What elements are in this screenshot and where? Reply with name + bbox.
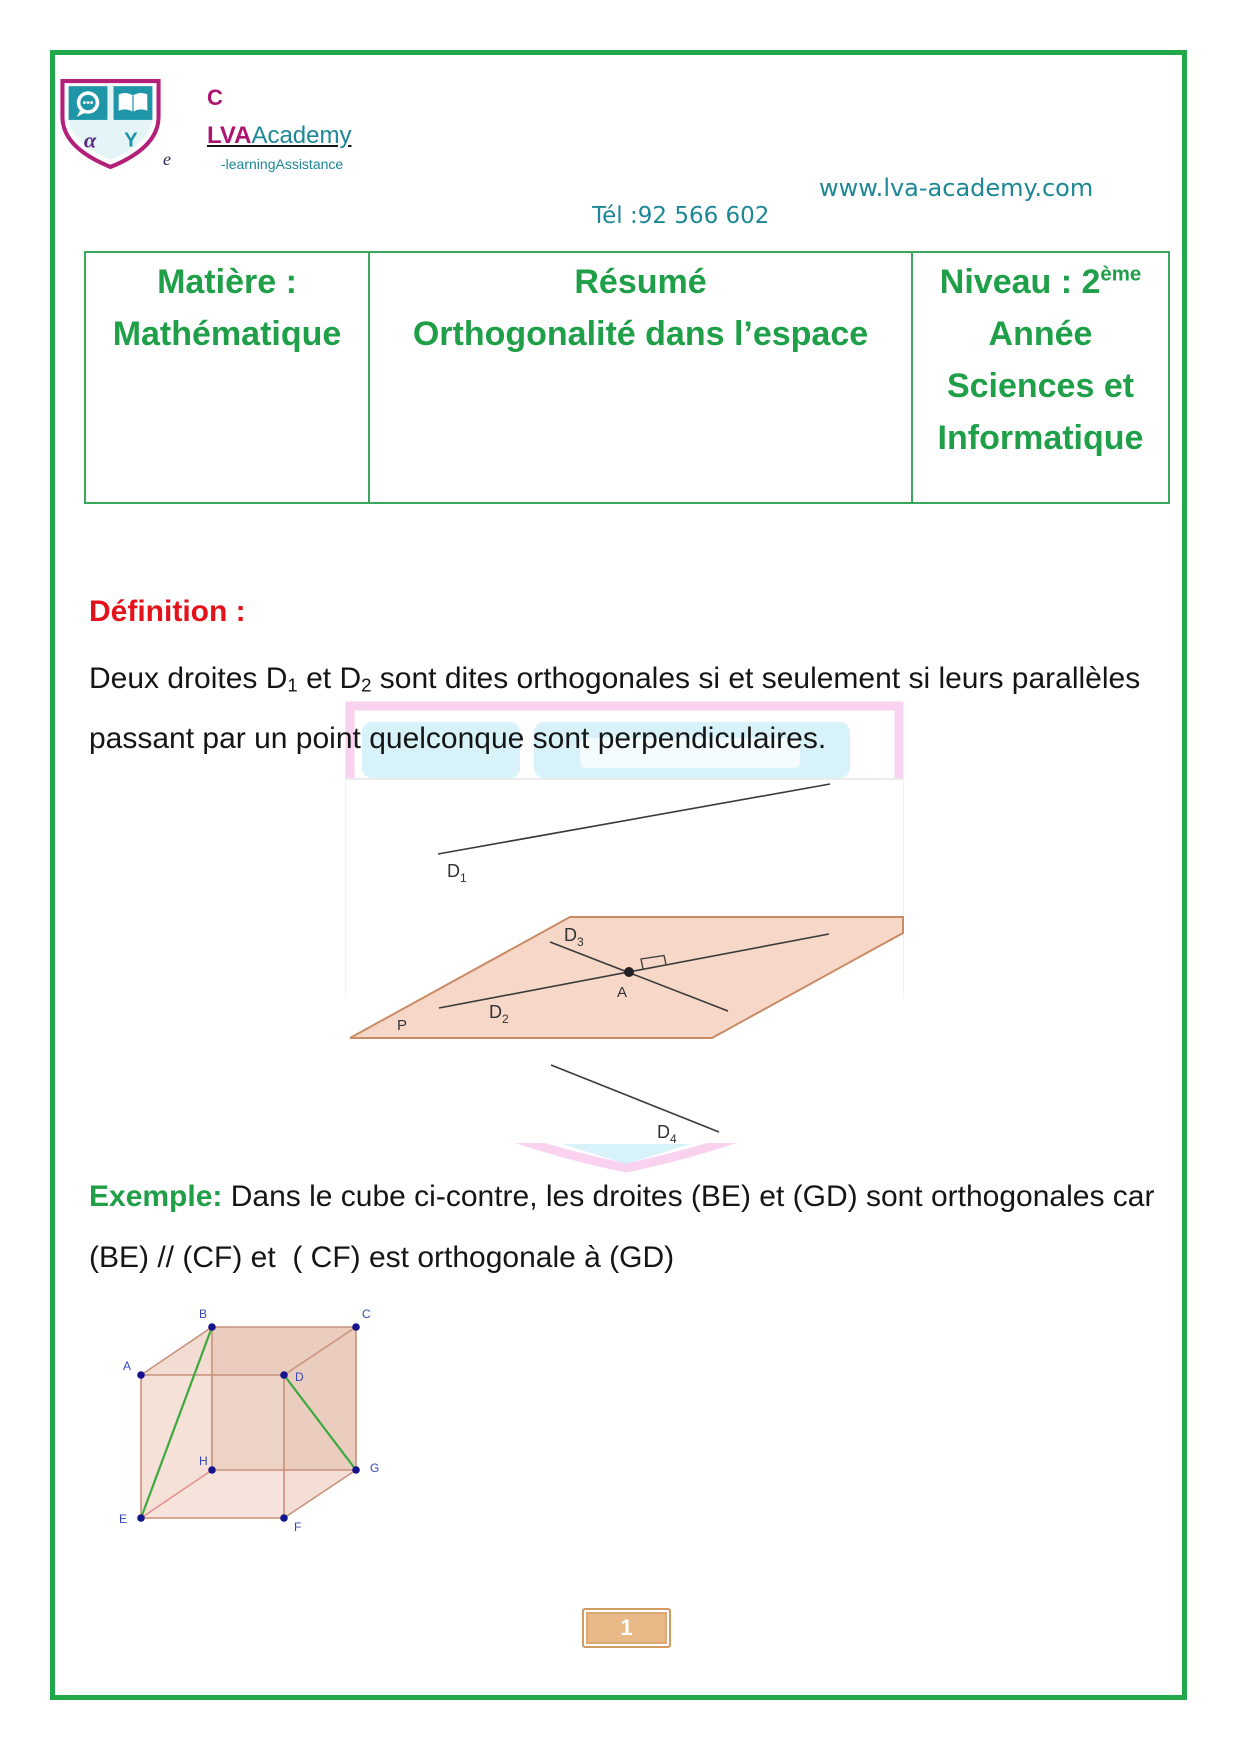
- definition-text-part: Deux droites D: [89, 662, 288, 695]
- example-line-1: [89, 1166, 1154, 1227]
- brand-letter-c: C: [207, 85, 223, 110]
- label-plane-p: P: [397, 1017, 408, 1034]
- level-superscript: ème: [1100, 263, 1142, 286]
- book-icon: [119, 93, 148, 112]
- title-cell: [370, 253, 913, 502]
- example-line-2: (BE) // (CF) et ( CF) est orthogonale à (GD): [89, 1241, 675, 1274]
- level-cell: [913, 253, 1168, 502]
- lva-logo: [58, 78, 163, 170]
- vertex-a: [137, 1371, 145, 1379]
- vertex-b: [208, 1323, 216, 1331]
- vertex-label-a: A: [123, 1359, 132, 1373]
- label-point-a: A: [617, 984, 628, 1001]
- website-url: www.lva-academy.com: [819, 174, 1094, 202]
- vertex-e: [137, 1514, 145, 1522]
- vertex-label-b: B: [199, 1307, 208, 1321]
- level-label-text: Niveau : 2: [939, 263, 1101, 301]
- definition-text-part: et D: [297, 662, 362, 695]
- brand-letter-e: e: [163, 149, 171, 169]
- definition-heading: Définition :: [89, 595, 246, 628]
- vertex-label-h: H: [199, 1454, 208, 1468]
- document-type: Résumé: [574, 263, 707, 301]
- vertex-h: [208, 1466, 216, 1474]
- cube-figure: [108, 1300, 398, 1545]
- point-a: [624, 967, 634, 977]
- vertex-label-e: E: [119, 1512, 128, 1526]
- subject-value: Mathématique: [112, 315, 342, 353]
- vertex-f: [280, 1514, 288, 1522]
- page-number: 1: [582, 1608, 671, 1648]
- definition-text: [89, 649, 1140, 769]
- subject-label: Matière :: [157, 263, 297, 301]
- example-label: Exemple:: [89, 1180, 223, 1213]
- vertex-label-f: F: [294, 1520, 302, 1534]
- brand-name: [207, 122, 351, 150]
- subscript-2: 2: [361, 674, 372, 696]
- vertex-g: [352, 1466, 360, 1474]
- info-table: [84, 251, 1170, 504]
- brand-lva: LVA: [207, 122, 252, 149]
- vertex-label-c: C: [362, 1307, 371, 1321]
- level-label: [913, 256, 1168, 308]
- level-year: Année: [988, 315, 1093, 353]
- orthogonal-lines-figure: [340, 770, 910, 1160]
- logo-alpha-glyph: α: [83, 127, 97, 153]
- definition-line-1: [89, 649, 1140, 709]
- brand-academy: Academy: [251, 122, 352, 149]
- subscript-1: 1: [287, 674, 298, 696]
- vertex-label-g: G: [370, 1461, 380, 1475]
- vertex-c: [352, 1323, 360, 1331]
- label-d2: $D_2$: [489, 1002, 509, 1026]
- label-d3: $D_3$: [564, 925, 584, 949]
- document-title: Orthogonalité dans l’espace: [412, 315, 869, 353]
- label-d1: $D_1$: [447, 861, 467, 885]
- brand-tagline: -learningAssistance: [221, 156, 344, 172]
- example-statement: Dans le cube ci-contre, les droites (BE) et (GD) sont orthogonales car: [222, 1180, 1155, 1213]
- definition-text-part: sont dites orthogonales si et seulement si leurs parallèles: [371, 662, 1141, 695]
- logo-y-glyph: Y: [124, 128, 138, 152]
- example-text: [89, 1166, 1154, 1288]
- vertex-d: [280, 1371, 288, 1379]
- vertex-label-d: D: [295, 1370, 304, 1384]
- phone-number: Tél :92 566 602: [592, 203, 770, 229]
- subject-cell: [86, 253, 370, 502]
- label-d4: $D_4$: [657, 1122, 677, 1146]
- definition-line-2: passant par un point quelconque sont perpendiculaires.: [89, 722, 827, 755]
- level-section-cont: Informatique: [937, 419, 1144, 457]
- level-section: Sciences et: [946, 367, 1135, 405]
